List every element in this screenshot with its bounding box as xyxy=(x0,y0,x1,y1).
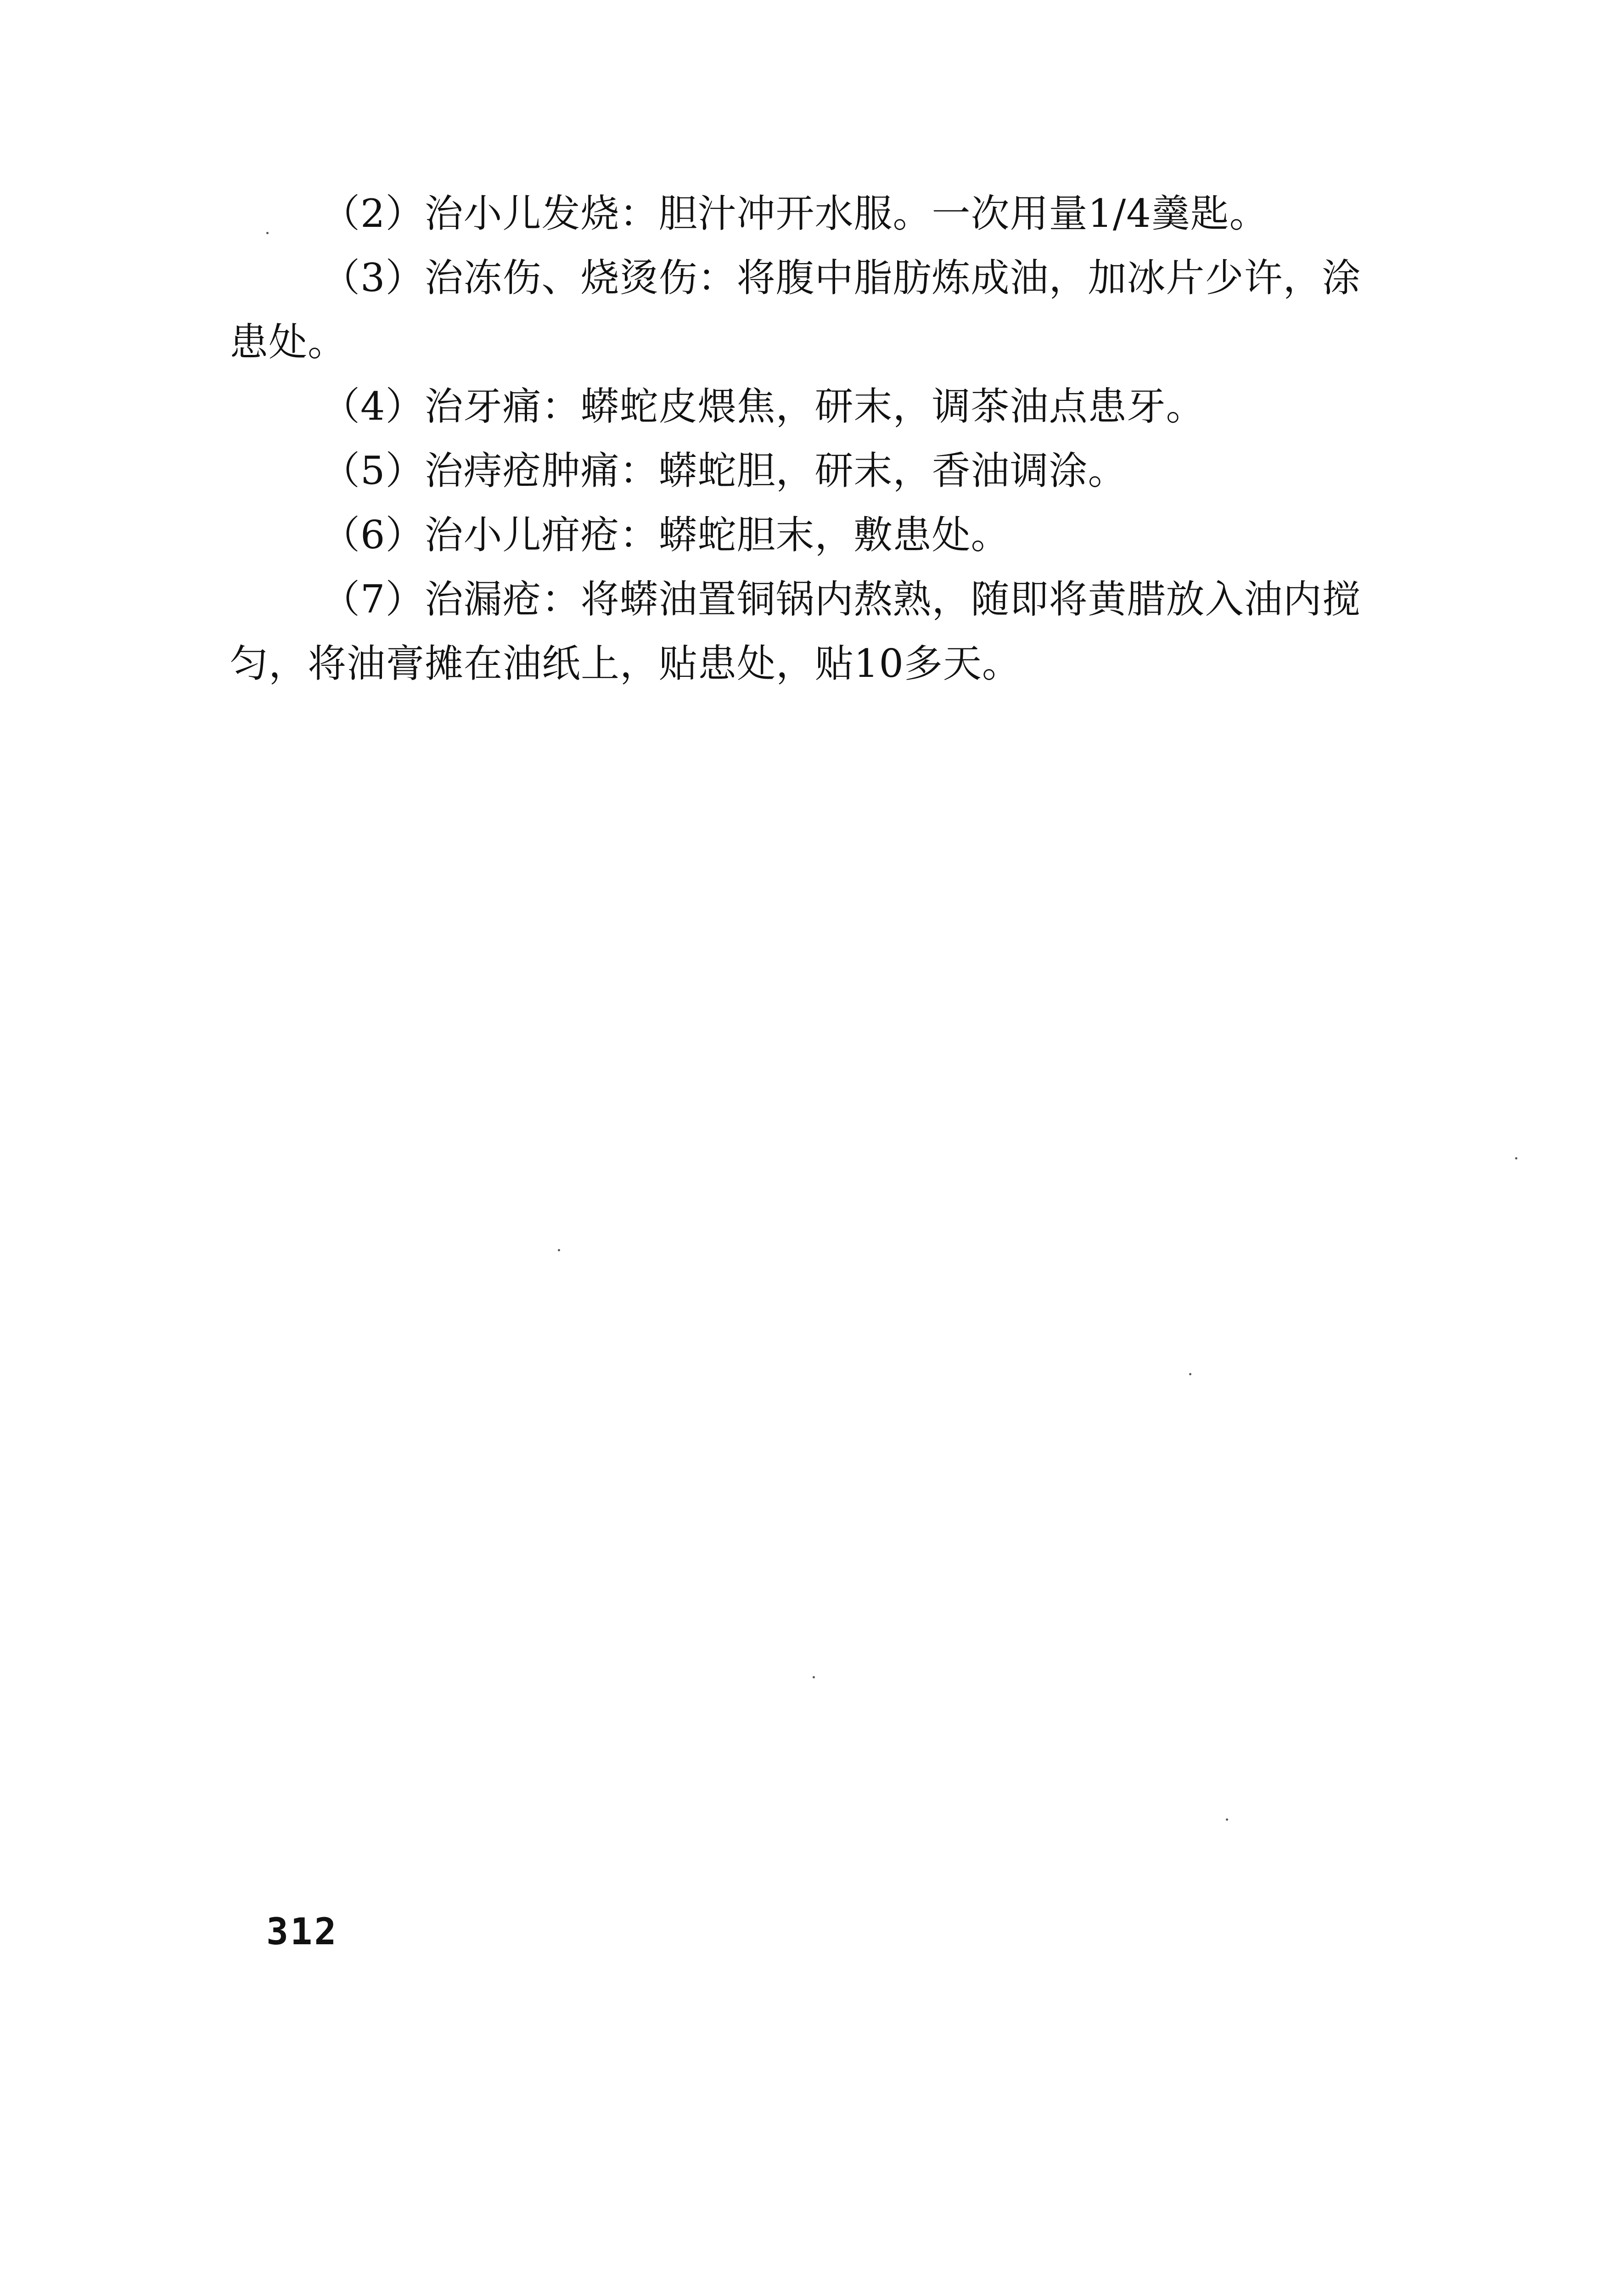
page-number: 312 xyxy=(266,1910,338,1953)
scan-speck xyxy=(1226,1818,1228,1821)
scan-speck xyxy=(558,1249,560,1251)
scan-speck xyxy=(813,1676,815,1678)
scan-speck xyxy=(1515,1157,1517,1159)
remedy-paragraph-4: （4）治牙痛：蟒蛇皮煨焦，研末，调茶油点患牙。 xyxy=(321,384,1205,429)
remedy-paragraph-7: （7）治漏疮：将蟒油置铜锅内熬熟，随即将黄腊放入油内搅匀，将油膏摊在油纸上，贴患处，贴10多天。 xyxy=(230,577,1361,686)
page-body xyxy=(230,181,1364,696)
remedy-paragraph-5: （5）治痔疮肿痛：蟒蛇胆，研末，香油调涂。 xyxy=(321,448,1127,493)
scan-speck xyxy=(1189,1373,1191,1375)
remedy-paragraph-6: （6）治小儿疳疮：蟒蛇胆末，敷患处。 xyxy=(321,512,1010,557)
remedy-paragraph-2: （2）治小儿发烧：胆汁冲开水服。一次用量1/4羹匙。 xyxy=(321,191,1269,236)
remedy-paragraph-3: （3）治冻伤、烧烫伤：将腹中脂肪炼成油，加冰片少许，涂患处。 xyxy=(230,255,1361,365)
scan-speck xyxy=(266,232,269,234)
